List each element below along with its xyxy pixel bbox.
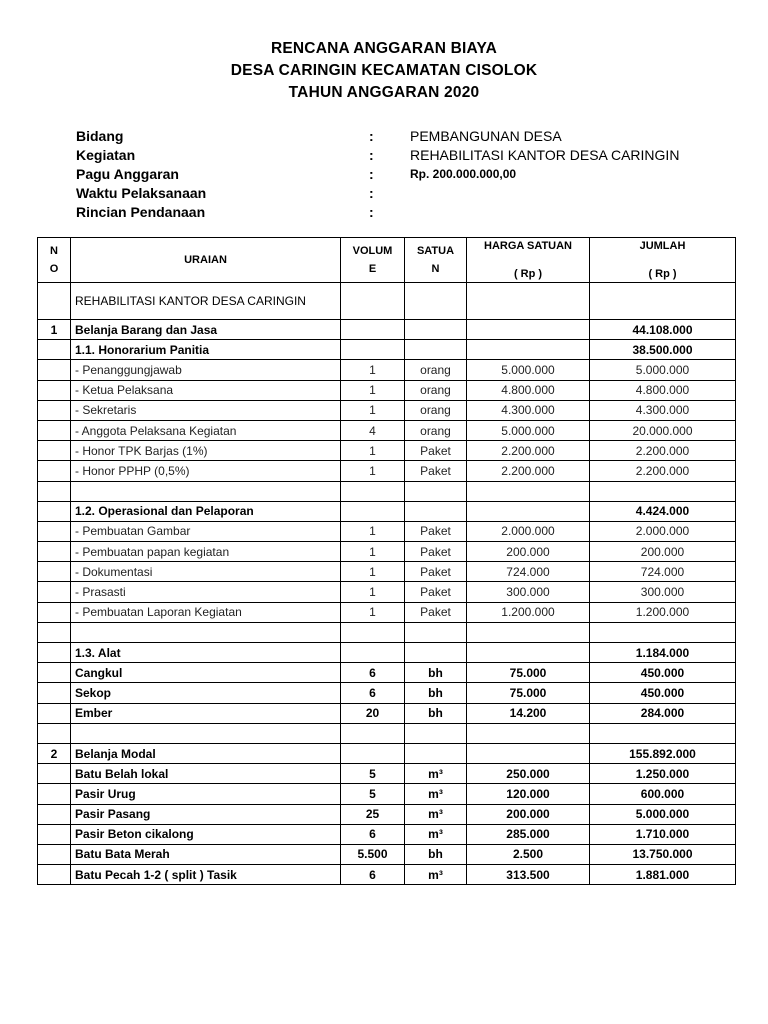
cell-uraian: Sekop [71, 683, 341, 703]
cell-satuan: Paket [405, 441, 467, 461]
table-row [38, 602, 736, 622]
cell-jumlah: 155.892.000 [590, 743, 736, 763]
cell-no [38, 340, 71, 360]
table-row [38, 703, 736, 723]
cell-uraian [71, 622, 341, 642]
cell-harga [467, 643, 590, 663]
cell-satuan: orang [405, 380, 467, 400]
table-row [38, 521, 736, 541]
table-body [38, 283, 736, 885]
table-row [38, 683, 736, 703]
cell-no [38, 521, 71, 541]
cell-jumlah: 600.000 [590, 784, 736, 804]
cell-jumlah: 2.000.000 [590, 521, 736, 541]
cell-no [38, 380, 71, 400]
cell-volume: 6 [341, 683, 405, 703]
cell-satuan: Paket [405, 461, 467, 481]
cell-uraian: Belanja Modal [71, 743, 341, 763]
cell-uraian: 1.1. Honorarium Panitia [71, 340, 341, 360]
cell-uraian: - Sekretaris [71, 400, 341, 420]
cell-harga [467, 622, 590, 642]
cell-no [38, 602, 71, 622]
info-row-bidang [76, 127, 736, 146]
cell-volume: 6 [341, 824, 405, 844]
info-row-rincian [76, 203, 736, 222]
table-row [38, 380, 736, 400]
cell-no [38, 703, 71, 723]
cell-satuan: orang [405, 360, 467, 380]
cell-harga: 2.000.000 [467, 521, 590, 541]
cell-volume: 1 [341, 582, 405, 602]
table-row [38, 481, 736, 501]
cell-uraian [71, 723, 341, 743]
cell-no [38, 501, 71, 521]
cell-jumlah: 2.200.000 [590, 461, 736, 481]
table-row [38, 441, 736, 461]
cell-volume: 5.500 [341, 844, 405, 864]
cell-harga: 200.000 [467, 542, 590, 562]
cell-no [38, 420, 71, 440]
cell-no [38, 663, 71, 683]
info-colon: : [369, 166, 374, 182]
info-colon: : [369, 128, 374, 144]
table-row [38, 844, 736, 864]
table-row [38, 562, 736, 582]
cell-satuan [405, 340, 467, 360]
header-volume: VOLUM E [341, 238, 405, 283]
cell-no [38, 844, 71, 864]
info-block [76, 127, 736, 222]
cell-harga [467, 340, 590, 360]
table-header-row [38, 238, 736, 283]
info-value: PEMBANGUNAN DESA [410, 128, 562, 144]
cell-volume: 1 [341, 360, 405, 380]
cell-jumlah: 4.424.000 [590, 501, 736, 521]
cell-no [38, 824, 71, 844]
cell-uraian: - Pembuatan papan kegiatan [71, 542, 341, 562]
info-label: Waktu Pelaksanaan [76, 185, 207, 201]
cell-volume: 1 [341, 400, 405, 420]
cell-harga: 4.800.000 [467, 380, 590, 400]
cell-uraian [71, 481, 341, 501]
cell-volume [341, 723, 405, 743]
cell-uraian: - Honor TPK Barjas (1%) [71, 441, 341, 461]
cell-satuan: orang [405, 420, 467, 440]
cell-volume: 20 [341, 703, 405, 723]
table-row [38, 824, 736, 844]
cell-no: 2 [38, 743, 71, 763]
cell-uraian: 1.2. Operasional dan Pelaporan [71, 501, 341, 521]
cell-jumlah: 450.000 [590, 683, 736, 703]
cell-jumlah: 284.000 [590, 703, 736, 723]
cell-uraian: - Penanggungjawab [71, 360, 341, 380]
table-row [38, 622, 736, 642]
cell-uraian: Ember [71, 703, 341, 723]
cell-harga: 200.000 [467, 804, 590, 824]
cell-jumlah: 450.000 [590, 663, 736, 683]
cell-satuan: Paket [405, 521, 467, 541]
cell-satuan: orang [405, 400, 467, 420]
cell-jumlah [590, 622, 736, 642]
cell-uraian: - Pembuatan Laporan Kegiatan [71, 602, 341, 622]
cell-no [38, 865, 71, 885]
cell-jumlah: 2.200.000 [590, 441, 736, 461]
cell-uraian: - Pembuatan Gambar [71, 521, 341, 541]
table-row [38, 663, 736, 683]
cell-satuan: m³ [405, 804, 467, 824]
table-row [38, 340, 736, 360]
cell-no [38, 283, 71, 320]
cell-volume: 5 [341, 784, 405, 804]
cell-no [38, 542, 71, 562]
cell-satuan [405, 743, 467, 763]
cell-satuan: bh [405, 663, 467, 683]
info-colon: : [369, 147, 374, 163]
cell-satuan: m³ [405, 784, 467, 804]
info-colon: : [369, 185, 374, 201]
info-row-waktu [76, 184, 736, 203]
cell-satuan: bh [405, 844, 467, 864]
cell-uraian: Batu Bata Merah [71, 844, 341, 864]
header-no: N O [38, 238, 71, 283]
cell-satuan [405, 723, 467, 743]
cell-jumlah: 20.000.000 [590, 420, 736, 440]
table-row [38, 784, 736, 804]
info-value: REHABILITASI KANTOR DESA CARINGIN [410, 147, 680, 163]
cell-uraian: - Prasasti [71, 582, 341, 602]
cell-satuan: Paket [405, 582, 467, 602]
cell-satuan [405, 501, 467, 521]
cell-jumlah: 300.000 [590, 582, 736, 602]
budget-table [37, 237, 736, 885]
cell-jumlah: 1.250.000 [590, 764, 736, 784]
cell-volume [341, 283, 405, 320]
table-row [38, 283, 736, 320]
cell-uraian: Pasir Urug [71, 784, 341, 804]
cell-jumlah: 4.800.000 [590, 380, 736, 400]
table-row [38, 764, 736, 784]
cell-volume: 6 [341, 865, 405, 885]
cell-uraian: REHABILITASI KANTOR DESA CARINGIN [71, 283, 341, 320]
cell-satuan [405, 481, 467, 501]
cell-uraian: 1.3. Alat [71, 643, 341, 663]
cell-harga: 5.000.000 [467, 360, 590, 380]
cell-no [38, 764, 71, 784]
header-jumlah: JUMLAH ( Rp ) [590, 238, 736, 283]
cell-jumlah: 4.300.000 [590, 400, 736, 420]
cell-harga: 75.000 [467, 683, 590, 703]
cell-volume [341, 320, 405, 340]
table-row [38, 723, 736, 743]
cell-no [38, 804, 71, 824]
cell-harga: 120.000 [467, 784, 590, 804]
cell-harga: 285.000 [467, 824, 590, 844]
cell-volume: 1 [341, 441, 405, 461]
cell-harga: 2.500 [467, 844, 590, 864]
cell-no [38, 400, 71, 420]
cell-volume [341, 340, 405, 360]
cell-volume: 1 [341, 602, 405, 622]
table-row [38, 360, 736, 380]
cell-harga [467, 723, 590, 743]
cell-uraian: Batu Pecah 1-2 ( split ) Tasik [71, 865, 341, 885]
cell-harga: 2.200.000 [467, 441, 590, 461]
cell-no [38, 461, 71, 481]
cell-jumlah: 5.000.000 [590, 804, 736, 824]
cell-uraian: Pasir Pasang [71, 804, 341, 824]
cell-jumlah [590, 723, 736, 743]
table-row [38, 582, 736, 602]
cell-satuan: bh [405, 683, 467, 703]
title-line-3: TAHUN ANGGARAN 2020 [288, 84, 480, 101]
cell-no [38, 784, 71, 804]
cell-no [38, 723, 71, 743]
cell-volume: 6 [341, 663, 405, 683]
document-title [0, 38, 768, 104]
table-row [38, 420, 736, 440]
cell-volume: 1 [341, 521, 405, 541]
cell-satuan: m³ [405, 764, 467, 784]
cell-harga: 14.200 [467, 703, 590, 723]
table-row [38, 501, 736, 521]
cell-harga [467, 501, 590, 521]
cell-volume: 1 [341, 461, 405, 481]
cell-uraian: Cangkul [71, 663, 341, 683]
table-row [38, 804, 736, 824]
cell-no [38, 643, 71, 663]
cell-jumlah [590, 481, 736, 501]
table-row [38, 643, 736, 663]
cell-jumlah: 200.000 [590, 542, 736, 562]
cell-no [38, 481, 71, 501]
cell-satuan [405, 320, 467, 340]
cell-volume [341, 622, 405, 642]
cell-harga: 75.000 [467, 663, 590, 683]
cell-harga [467, 320, 590, 340]
cell-jumlah: 13.750.000 [590, 844, 736, 864]
cell-satuan: m³ [405, 865, 467, 885]
cell-jumlah [590, 283, 736, 320]
cell-volume: 25 [341, 804, 405, 824]
info-colon: : [369, 204, 374, 220]
cell-uraian: - Dokumentasi [71, 562, 341, 582]
title-line-1: RENCANA ANGGARAN BIAYA [270, 40, 498, 57]
cell-uraian: Belanja Barang dan Jasa [71, 320, 341, 340]
cell-satuan: bh [405, 703, 467, 723]
cell-satuan: m³ [405, 824, 467, 844]
cell-volume: 1 [341, 380, 405, 400]
cell-volume: 1 [341, 562, 405, 582]
cell-no [38, 562, 71, 582]
cell-volume [341, 643, 405, 663]
cell-volume [341, 501, 405, 521]
info-row-kegiatan [76, 146, 736, 165]
cell-volume: 5 [341, 764, 405, 784]
info-label: Pagu Anggaran [76, 166, 179, 182]
cell-jumlah: 1.881.000 [590, 865, 736, 885]
cell-no [38, 360, 71, 380]
cell-harga [467, 481, 590, 501]
cell-harga: 313.500 [467, 865, 590, 885]
cell-harga: 4.300.000 [467, 400, 590, 420]
header-uraian: URAIAN [71, 238, 341, 283]
header-harga: HARGA SATUAN ( Rp ) [467, 238, 590, 283]
cell-harga [467, 743, 590, 763]
cell-satuan [405, 622, 467, 642]
cell-harga: 5.000.000 [467, 420, 590, 440]
info-label: Rincian Pendanaan [76, 204, 206, 220]
cell-volume: 4 [341, 420, 405, 440]
cell-jumlah: 1.710.000 [590, 824, 736, 844]
cell-harga [467, 283, 590, 320]
cell-satuan: Paket [405, 562, 467, 582]
cell-no [38, 622, 71, 642]
cell-jumlah: 44.108.000 [590, 320, 736, 340]
info-label: Kegiatan [76, 147, 136, 163]
table-row [38, 461, 736, 481]
cell-satuan: Paket [405, 602, 467, 622]
table-row [38, 400, 736, 420]
info-row-pagu [76, 165, 736, 184]
cell-uraian: - Ketua Pelaksana [71, 380, 341, 400]
cell-no [38, 582, 71, 602]
title-line-2: DESA CARINGIN KECAMATAN CISOLOK [230, 62, 538, 79]
cell-jumlah: 38.500.000 [590, 340, 736, 360]
cell-harga: 300.000 [467, 582, 590, 602]
cell-volume [341, 743, 405, 763]
cell-harga: 724.000 [467, 562, 590, 582]
cell-jumlah: 724.000 [590, 562, 736, 582]
cell-uraian: Pasir Beton cikalong [71, 824, 341, 844]
cell-jumlah: 1.184.000 [590, 643, 736, 663]
cell-uraian: - Anggota Pelaksana Kegiatan [71, 420, 341, 440]
cell-uraian: Batu Belah lokal [71, 764, 341, 784]
cell-no [38, 441, 71, 461]
cell-satuan: Paket [405, 542, 467, 562]
cell-harga: 1.200.000 [467, 602, 590, 622]
table-row [38, 743, 736, 763]
cell-jumlah: 1.200.000 [590, 602, 736, 622]
cell-no: 1 [38, 320, 71, 340]
table-row [38, 865, 736, 885]
cell-jumlah: 5.000.000 [590, 360, 736, 380]
header-satuan: SATUA N [405, 238, 467, 283]
cell-volume [341, 481, 405, 501]
table-row [38, 320, 736, 340]
cell-satuan [405, 643, 467, 663]
cell-harga: 2.200.000 [467, 461, 590, 481]
info-label: Bidang [76, 128, 124, 144]
cell-satuan [405, 283, 467, 320]
cell-no [38, 683, 71, 703]
cell-uraian: - Honor PPHP (0,5%) [71, 461, 341, 481]
cell-harga: 250.000 [467, 764, 590, 784]
cell-volume: 1 [341, 542, 405, 562]
table-row [38, 542, 736, 562]
info-value: Rp. 200.000.000,00 [410, 167, 517, 181]
